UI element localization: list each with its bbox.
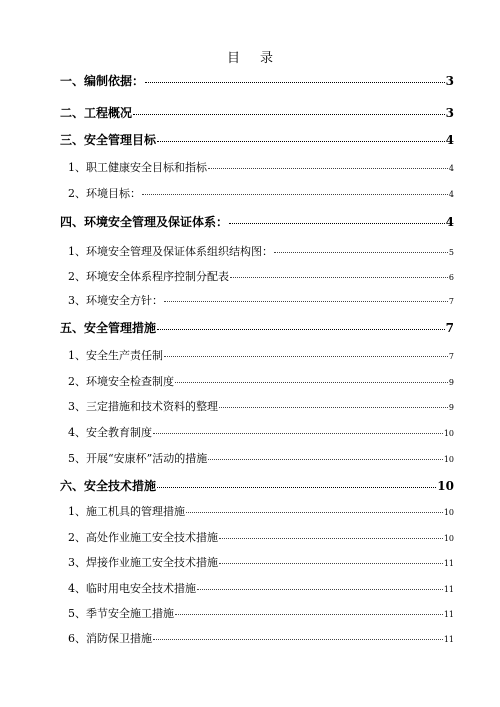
toc-subsection-entry[interactable]: [68, 292, 454, 308]
toc-page-number: 7: [448, 352, 454, 361]
toc-section-entry[interactable]: [60, 213, 454, 230]
toc-dot-leader: [157, 141, 445, 142]
toc-page-number: 3: [445, 106, 454, 120]
toc-page-number: 7: [448, 297, 454, 306]
toc-dot-leader: [208, 168, 448, 169]
toc-page-number: 11: [443, 635, 454, 644]
toc-dot-leader: [145, 82, 445, 83]
toc-entry-label: 5、季节安全施工措施: [68, 607, 174, 620]
toc-section-entry[interactable]: [60, 104, 454, 121]
toc-dot-leader: [186, 512, 443, 513]
toc-page-number: 3: [445, 74, 454, 88]
toc-entry-label: 1、安全生产责任制: [68, 349, 163, 362]
toc-subsection-entry[interactable]: [68, 159, 454, 175]
toc-page-number: 9: [448, 403, 454, 412]
toc-subsection-entry[interactable]: [68, 580, 454, 596]
toc-page-number: 9: [448, 378, 454, 387]
toc-entry-label: 一、编制依据：: [60, 74, 145, 88]
toc-entry-label: 3、三定措施和技术资料的整理: [68, 400, 218, 413]
toc-entry-label: 1、施工机具的管理措施: [68, 505, 185, 518]
toc-entry-label: 3、环境安全方针：: [68, 294, 163, 307]
toc-entry-label: 2、高处作业施工安全技术措施: [68, 531, 218, 544]
toc-dot-leader: [157, 329, 445, 330]
toc-dot-leader: [157, 487, 436, 488]
toc-page-number: 4: [448, 190, 454, 199]
toc-page-number: 4: [445, 133, 454, 147]
toc-entry-label: 六、安全技术措施: [60, 479, 157, 493]
toc-page-number: 4: [445, 215, 454, 229]
toc-dot-leader: [219, 538, 443, 539]
toc-dot-leader: [153, 433, 443, 434]
toc-dot-leader: [219, 563, 443, 564]
toc-page-number: 10: [443, 455, 454, 464]
toc-page-number: 10: [443, 534, 454, 543]
toc-dot-leader: [230, 277, 448, 278]
toc-subsection-entry[interactable]: [68, 185, 454, 201]
toc-subsection-entry[interactable]: [68, 503, 454, 519]
toc-subsection-entry[interactable]: [68, 268, 454, 284]
toc-page-number: 11: [443, 559, 454, 568]
toc-subsection-entry[interactable]: [68, 398, 454, 414]
toc-dot-leader: [197, 589, 443, 590]
toc-entry-label: 5、开展“安康杯”活动的措施: [68, 452, 208, 465]
toc-entry-label: 2、环境安全检查制度: [68, 375, 174, 388]
toc-section-entry[interactable]: [60, 319, 454, 336]
toc-section-entry[interactable]: [60, 131, 454, 148]
toc-entry-label: 2、环境安全体系程序控制分配表: [68, 270, 229, 283]
toc-subsection-entry[interactable]: [68, 373, 454, 389]
toc-subsection-entry[interactable]: [68, 450, 454, 466]
toc-entry-label: 四、环境安全管理及保证体系：: [60, 215, 229, 229]
toc-subsection-entry[interactable]: [68, 424, 454, 440]
toc-dot-leader: [208, 459, 443, 460]
toc-page-number: 10: [443, 429, 454, 438]
toc-dot-leader: [229, 223, 445, 224]
page-title: 目录: [226, 51, 293, 66]
toc-entry-label: 二、工程概况: [60, 106, 133, 120]
toc-subsection-entry[interactable]: [68, 605, 454, 621]
toc-entry-label: 三、安全管理目标: [60, 133, 157, 147]
toc-page-number: 7: [445, 321, 454, 335]
toc-subsection-entry[interactable]: [68, 554, 454, 570]
toc-entry-label: 6、消防保卫措施: [68, 632, 152, 645]
toc-subsection-entry[interactable]: [68, 630, 454, 646]
toc-section-entry[interactable]: [60, 72, 454, 89]
toc-page-number: 5: [448, 248, 454, 257]
toc-entry-label: 五、安全管理措施: [60, 321, 157, 335]
toc-page-number: 11: [443, 610, 454, 619]
toc-page-number: 10: [443, 508, 454, 517]
toc-entry-label: 4、安全教育制度: [68, 426, 152, 439]
toc-entry-label: 4、临时用电安全技术措施: [68, 582, 196, 595]
toc-dot-leader: [175, 614, 443, 615]
toc-entry-label: 2、环境目标：: [68, 187, 141, 200]
toc-dot-leader: [133, 114, 445, 115]
toc-page-number: 10: [437, 479, 454, 493]
toc-dot-leader: [175, 382, 448, 383]
toc-dot-leader: [219, 407, 448, 408]
toc-entry-label: 1、环境安全管理及保证体系组织结构图：: [68, 245, 273, 258]
toc-subsection-entry[interactable]: [68, 347, 454, 363]
toc-page-number: 4: [448, 164, 454, 173]
toc-subsection-entry[interactable]: [68, 243, 454, 259]
toc-dot-leader: [142, 194, 448, 195]
toc-entry-label: 1、职工健康安全目标和指标: [68, 161, 207, 174]
toc-dot-leader: [164, 356, 448, 357]
toc-entry-label: 3、焊接作业施工安全技术措施: [68, 556, 218, 569]
toc-page-number: 6: [448, 273, 454, 282]
toc-subsection-entry[interactable]: [68, 529, 454, 545]
toc-section-entry[interactable]: [60, 477, 454, 494]
toc-page-number: 11: [443, 585, 454, 594]
toc-dot-leader: [274, 252, 448, 253]
toc-dot-leader: [164, 301, 448, 302]
toc-dot-leader: [153, 639, 443, 640]
